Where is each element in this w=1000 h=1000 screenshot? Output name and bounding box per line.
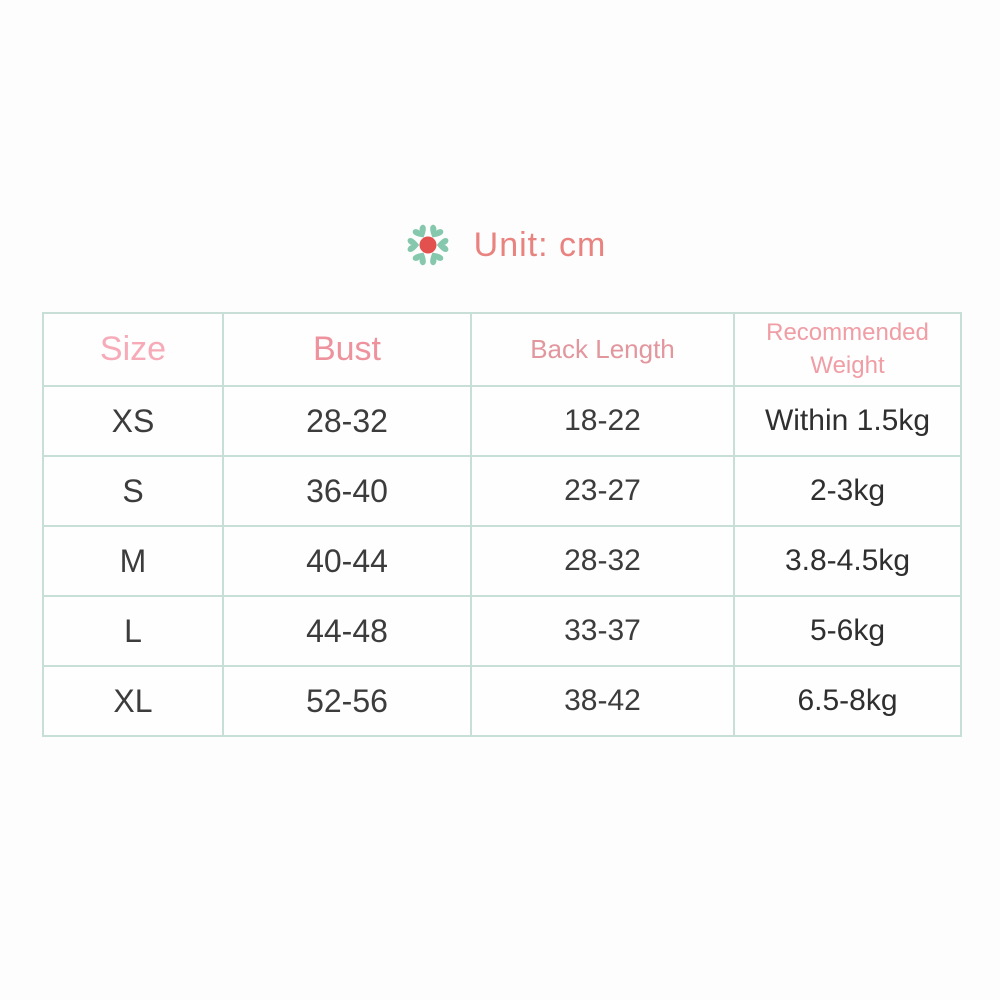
column-header-back-length: Back Length (471, 313, 734, 386)
cell-weight: Within 1.5kg (734, 386, 961, 456)
cell-size: XS (43, 386, 223, 456)
cell-back-length: 33-37 (471, 596, 734, 666)
table-row-xl (43, 666, 961, 736)
table-row-m (43, 526, 961, 596)
cell-bust: 36-40 (223, 456, 471, 526)
table-row-xs (43, 386, 961, 456)
cell-bust: 44-48 (223, 596, 471, 666)
cell-back-length: 18-22 (471, 386, 734, 456)
cell-weight: 6.5-8kg (734, 666, 961, 736)
unit-banner (0, 205, 1000, 285)
cell-size: S (43, 456, 223, 526)
cell-bust: 52-56 (223, 666, 471, 736)
cell-size: XL (43, 666, 223, 736)
cell-bust: 28-32 (223, 386, 471, 456)
table-row-s (43, 456, 961, 526)
cell-size: M (43, 526, 223, 596)
size-chart-table (42, 312, 962, 737)
cell-bust: 40-44 (223, 526, 471, 596)
table-row-l (43, 596, 961, 666)
cell-back-length: 23-27 (471, 456, 734, 526)
cell-back-length: 38-42 (471, 666, 734, 736)
column-header-bust: Bust (223, 313, 471, 386)
column-header-recommended-weight: Recommended Weight (734, 313, 961, 386)
cell-weight: 3.8-4.5kg (734, 526, 961, 596)
cell-weight: 5-6kg (734, 596, 961, 666)
cell-back-length: 28-32 (471, 526, 734, 596)
column-header-size: Size (43, 313, 223, 386)
unit-label: Unit: cm (473, 225, 607, 264)
cell-size: L (43, 596, 223, 666)
cell-weight: 2-3kg (734, 456, 961, 526)
header-row (43, 313, 961, 386)
flower-icon (394, 211, 462, 279)
